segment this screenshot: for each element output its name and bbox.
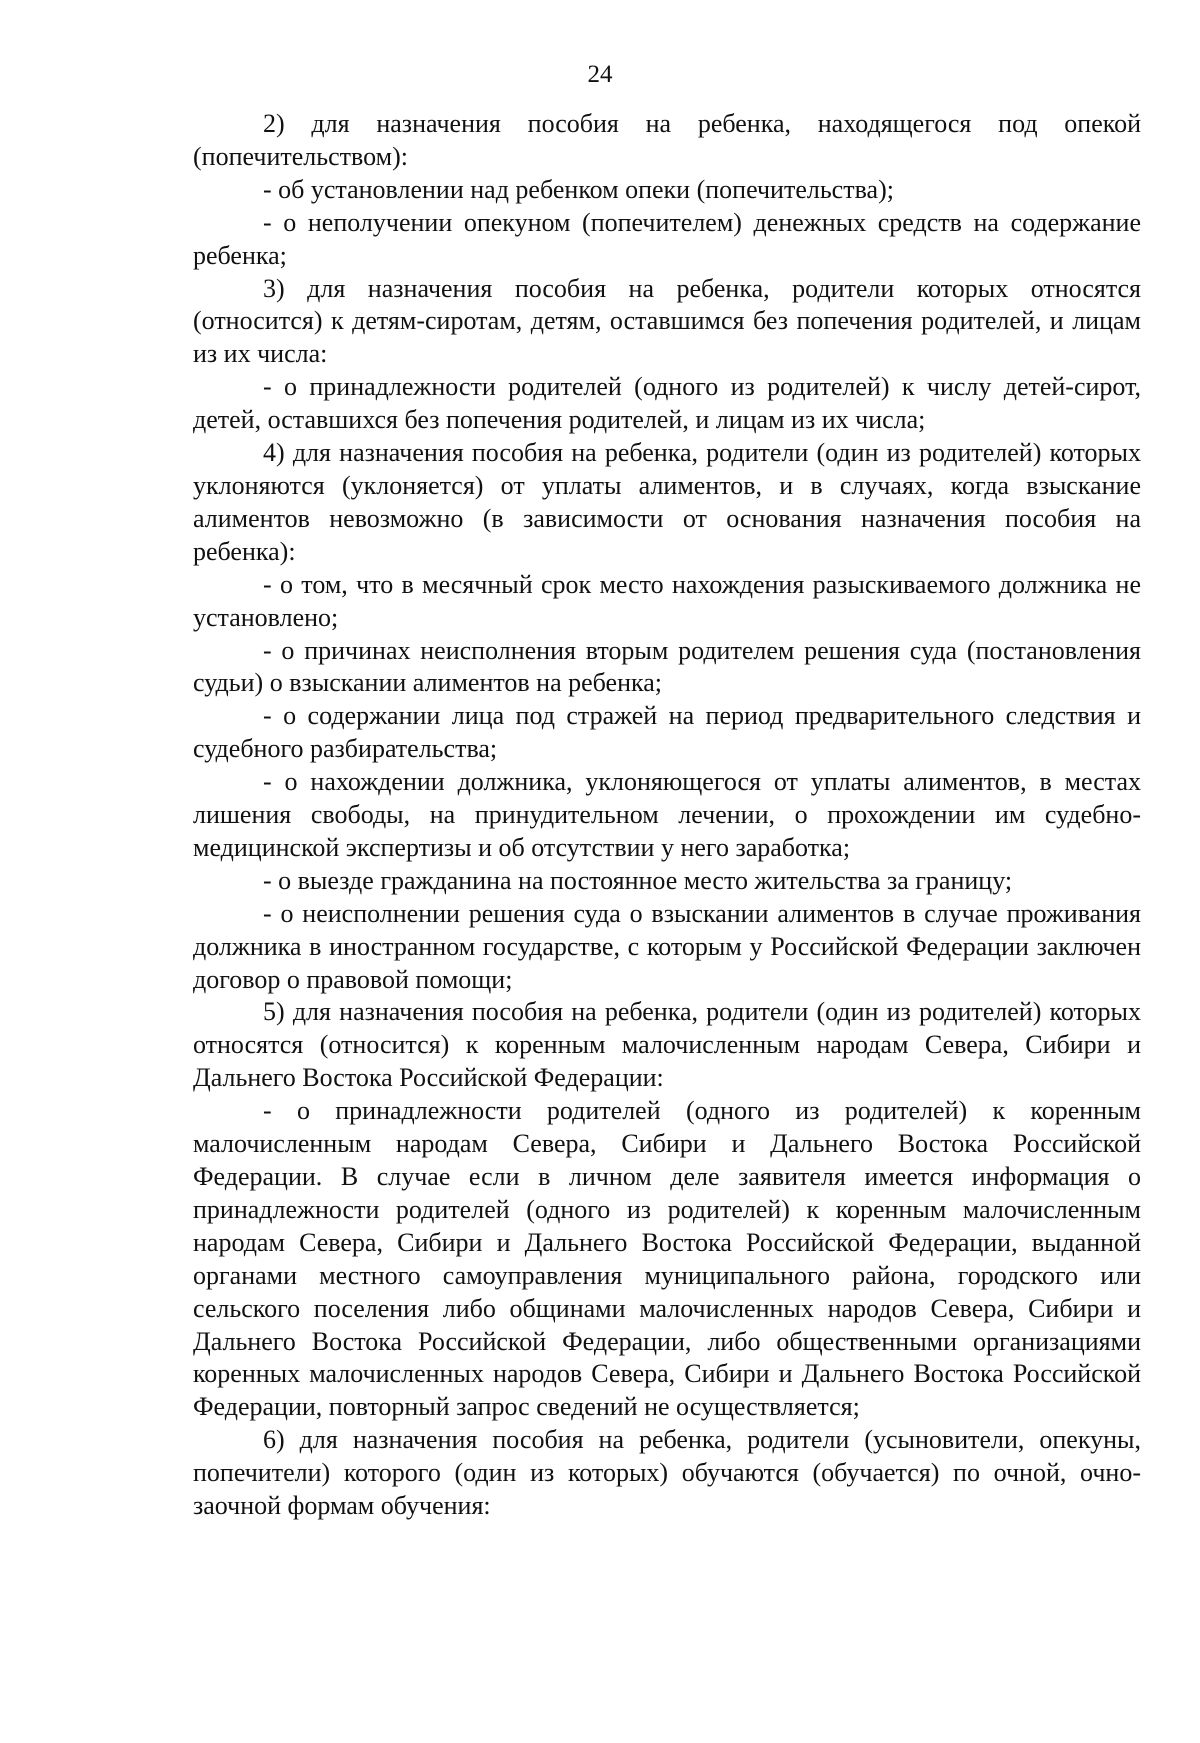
- paragraph: 2) для назначения пособия на ребенка, находящегося под опекой (попечительством):: [193, 109, 1141, 171]
- paragraph: - об установлении над ребенком опеки (попечительства);: [263, 174, 894, 204]
- paragraph: - о неполучении опекуном (попечителем) денежных средств на содержание ребенка;: [193, 207, 1141, 270]
- paragraph: 3) для назначения пособия на ребенка, родители которых относятся (относится) к детям-сиротам, детям, оставшимся без попечения родителей, и лицам из их числа:: [193, 273, 1141, 369]
- paragraph: - о принадлежности родителей (одного из родителей) к числу детей-сирот, детей, оставшихся без попечения родителей, и лицам из их числа;: [193, 372, 1141, 435]
- paragraph: - о том, что в месячный срок место нахождения разыскиваемого должника не установлено;: [193, 569, 1141, 632]
- page-number: 24: [587, 61, 613, 88]
- paragraph: 4) для назначения пособия на ребенка, родители (один из родителей) которых уклоняются (уклоняется) от уплаты алиментов, и в случаях, когда взыскание алиментов невозможно (в зависимости от основания назначения пособия на ребенка):: [193, 438, 1141, 566]
- paragraph: - о принадлежности родителей (одного из родителей) к коренным малочисленным народам Севера, Сибири и Дальнего Востока Российской Федерации. В случае если в личном деле заявителя имеется информация о принадлежности родителей (одного из родителей) к коренным малочисленным народам Севера, Сибири и Дальнего Востока Российской Федерации, выданной органами местного самоуправления муниципального района, городского или сельского поселения либо общинами малочисленных народов Севера, Сибири и Дальнего Востока Российской Федерации, либо общественными организациями коренных малочисленных народов Севера, Сибири и Дальнего Востока Российской Федерации, повторный запрос сведений не осуществляется;: [193, 1096, 1141, 1422]
- paragraph: - о неисполнении решения суда о взыскании алиментов в случае проживания должника в иностранном государстве, с которым у Российской Федерации заключен договор о правовой помощи;: [193, 898, 1141, 994]
- paragraph: - о причинах неисполнения вторым родителем решения суда (постановления судьи) о взыскании алиментов на ребенка;: [193, 635, 1141, 698]
- paragraph: - о содержании лица под стражей на период предварительного следствия и судебного разбирательства;: [193, 701, 1141, 764]
- paragraph: - о нахождении должника, уклоняющегося от уплаты алиментов, в местах лишения свободы, на принудительном лечении, о прохождении им судебно-медицинской экспертизы и об отсутствии у него заработка;: [193, 767, 1141, 862]
- paragraph: 5) для назначения пособия на ребенка, родители (один из родителей) которых относятся (относится) к коренным малочисленным народам Севера, Сибири и Дальнего Востока Российской Федерации:: [193, 997, 1141, 1093]
- document-body: [193, 108, 1141, 1523]
- paragraph: - о выезде гражданина на постоянное место жительства за границу;: [263, 865, 1013, 895]
- paragraph: 6) для назначения пособия на ребенка, родители (усыновители, опекуны, попечители) которого (один из которых) обучаются (обучается) по очной, очно-заочной формам обучения:: [193, 1425, 1141, 1521]
